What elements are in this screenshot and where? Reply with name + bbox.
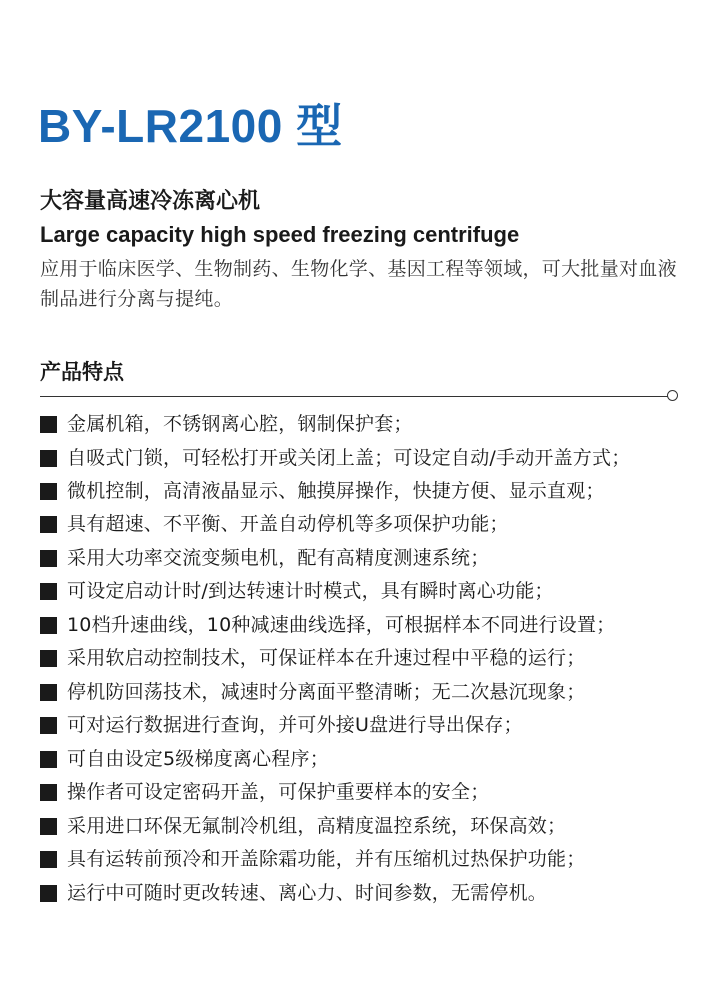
square-bullet-icon [40,684,57,701]
square-bullet-icon [40,818,57,835]
feature-item [40,609,685,643]
intro-text: 应用于临床医学、生物制药、生物化学、基因工程等领域，可大批量对血液制品进行分离与提纯。 [40,258,677,310]
features-list [40,408,685,910]
feature-item [40,709,685,743]
feature-item [40,408,685,442]
square-bullet-icon [40,851,57,868]
feature-item [40,442,685,475]
feature-item [40,676,685,710]
square-bullet-icon [40,784,57,801]
section-divider [40,396,668,397]
product-name-cn: 大容量高速冷冻离心机 [40,189,261,214]
square-bullet-icon [40,717,57,734]
feature-item [40,475,685,509]
divider-circle-icon [667,390,678,401]
feature-text: 10档升速曲线，10种减速曲线选择，可根据样本不同进行设置； [67,613,616,636]
feature-text: 具有超速、不平衡、开盖自动停机等多项保护功能； [67,513,509,535]
feature-item [40,810,685,844]
feature-item [40,642,685,676]
square-bullet-icon [40,583,57,600]
feature-item [40,743,685,777]
square-bullet-icon [40,483,57,500]
feature-item [40,877,685,911]
model-title: BY-LR2100 型 [38,100,343,152]
feature-text: 操作者可设定密码开盖，可保护重要样本的安全； [67,781,490,803]
feature-item [40,542,685,576]
square-bullet-icon [40,617,57,634]
feature-item [40,575,685,609]
square-bullet-icon [40,550,57,567]
feature-text: 具有运转前预冷和开盖除霜功能，并有压缩机过热保护功能； [67,848,586,870]
square-bullet-icon [40,450,57,467]
square-bullet-icon [40,516,57,533]
square-bullet-icon [40,416,57,433]
features-heading: 产品特点 [40,360,124,384]
feature-item [40,776,685,810]
square-bullet-icon [40,885,57,902]
feature-item [40,843,685,877]
square-bullet-icon [40,650,57,667]
feature-text: 金属机箱，不锈钢离心腔，钢制保护套； [67,413,413,435]
square-bullet-icon [40,751,57,768]
feature-text: 运行中可随时更改转速、离心力、时间参数，无需停机。 [67,881,548,904]
feature-text: 采用软启动控制技术，可保证样本在升速过程中平稳的运行； [67,647,586,669]
feature-text: 可自由设定5级梯度离心程序； [67,747,329,770]
feature-text: 自吸式门锁，可轻松打开或关闭上盖；可设定自动/手动开盖方式； [67,446,631,469]
feature-text: 可对运行数据进行查询，并可外接U盘进行导出保存； [67,714,523,736]
feature-item [40,508,685,542]
feature-text: 可设定启动计时/到达转速计时模式，具有瞬时离心功能； [67,580,554,602]
feature-text: 采用进口环保无氟制冷机组，高精度温控系统，环保高效； [67,814,567,837]
feature-text: 采用大功率交流变频电机，配有高精度测速系统； [67,546,490,569]
product-name-en: Large capacity high speed freezing centrifuge [40,222,520,247]
feature-text: 停机防回荡技术，减速时分离面平整清晰；无二次悬沉现象； [67,680,586,703]
feature-text: 微机控制，高清液晶显示、触摸屏操作，快捷方便、显示直观； [67,479,605,502]
